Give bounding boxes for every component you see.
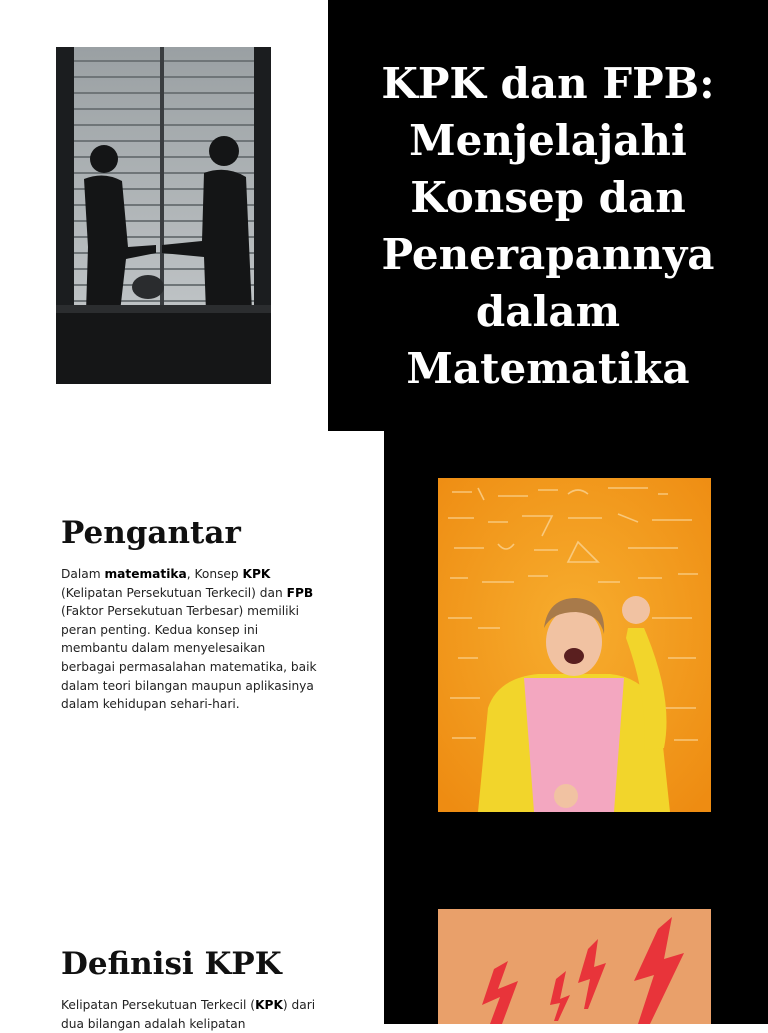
text-run: Kelipatan Persekutuan Terkecil ( [61,998,256,1012]
section-heading-pengantar: Pengantar [61,515,241,551]
keyword-kpk: KPK [255,998,283,1012]
handshake-photo [56,47,271,384]
text-run: , Konsep [186,567,243,581]
pengantar-paragraph [61,565,323,714]
text-run: (Faktor Persekutuan Terbesar) memiliki peran penting. Kedua konsep ini membantu dalam menyelesaikan berbagai permasalahan matematika, baik dalam teori bilangan maupun aplikasinya dalam kehidupan sehari-hari. [61,604,317,712]
page-title: KPK dan FPB: Menjelajahi Konsep dan Penerapannya dalam Matematika [381,59,715,393]
section-heading-definisi-kpk: Definisi KPK [61,946,282,982]
keyword-kpk: KPK [242,567,271,581]
lightning-photo [438,909,711,1024]
definisi-kpk-paragraph [61,996,323,1033]
text-run: (Kelipatan Persekutuan Terkecil) dan [61,585,287,600]
text-run: ) dari dua bilangan adalah kelipatan [61,998,316,1031]
keyword-matematika: matematika [104,567,187,581]
math-student-photo [438,478,711,812]
keyword-fpb: FPB [286,585,314,600]
text-run: Dalam [61,567,105,581]
